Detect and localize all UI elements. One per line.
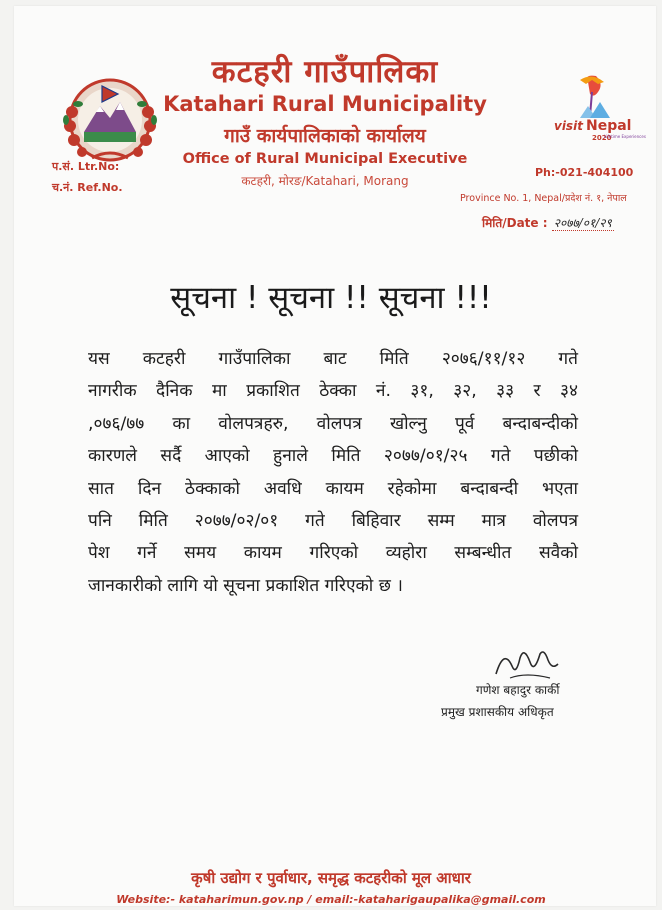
office-name-english: Office of Rural Municipal Executive (182, 151, 468, 167)
phone-number: Ph:-021-404100 (535, 166, 634, 179)
notice-line: पेश गर्ने समय कायम गरिएको व्यहोरा सम्बन्धीत सवैको (88, 543, 578, 564)
notice-line: यस कटहरी गाउँपालिका बाट मिति २०७६/११/१२ गते (88, 349, 579, 369)
notice-line: कारणले सर्दै आएको हुनाले मिति २०७७/०१/२५ गते पछीको (88, 446, 578, 467)
notice-title: सूचना ! सूचना !! सूचना !!! (170, 280, 492, 316)
handwritten-signature (490, 644, 562, 684)
notice-line: जानकारीको लागि यो सूचना प्रकाशित गरिएको छ । (88, 575, 403, 596)
office-name-nepali: गाउँ कार्यपालिकाको कार्यालय (224, 125, 426, 147)
notice-body (88, 343, 578, 602)
visit-year: 2020 (592, 134, 612, 142)
visit-tagline: Lifetime Experiences (604, 134, 646, 139)
reference-number-label: च.नं. Ref.No. (52, 181, 123, 194)
notice-line: नागरीक दैनिक मा प्रकाशित ठेक्का नं. ३१, ३२, ३३ र ३४ (88, 381, 578, 402)
date-label: मिति/Date : (482, 216, 548, 230)
notice-line: पनि मिति २०७७/०२/०१ गते बिहिवार सम्म मात्र वोलपत्र (88, 511, 578, 532)
signatory-designation: प्रमुख प्रशासकीय अधिकृत (441, 705, 554, 719)
footer-website-email: Website:- kataharimun.gov.np / email:-kataharigaupalika@gmail.com (116, 893, 546, 906)
date-value: २०७७/०१/२९ (553, 216, 612, 230)
municipality-name-nepali: कटहरी गाउँपालिका (211, 54, 439, 90)
municipality-name-english: Katahari Rural Municipality (163, 92, 487, 116)
letter-number-label: प.सं. Ltr.No: (52, 160, 120, 173)
signatory-name: गणेश बहादुर कार्की (476, 683, 560, 697)
footer-slogan: कृषी उद्योग र पुर्वाधार, समृद्ध कटहरीको मूल आधार (191, 869, 471, 887)
visit-text: visit (554, 119, 583, 133)
municipality-emblem-icon (58, 68, 162, 164)
date-row (482, 214, 614, 231)
nepal-text: Nepal (586, 118, 632, 134)
visit-nepal-logo (540, 72, 646, 152)
province-address: Province No. 1, Nepal/प्रदेश नं. १, नेपाल (460, 193, 627, 204)
notice-line: सात दिन ठेक्काको अवधि कायम रहेकोमा बन्दाबन्दी भएता (88, 478, 578, 499)
notice-line: ,०७६/७७ का वोलपत्रहरु, वोलपत्र खोल्नु पूर्व बन्दाबन्दीको (88, 413, 578, 434)
office-address: कटहरी, मोरङ/Katahari, Morang (241, 174, 409, 188)
